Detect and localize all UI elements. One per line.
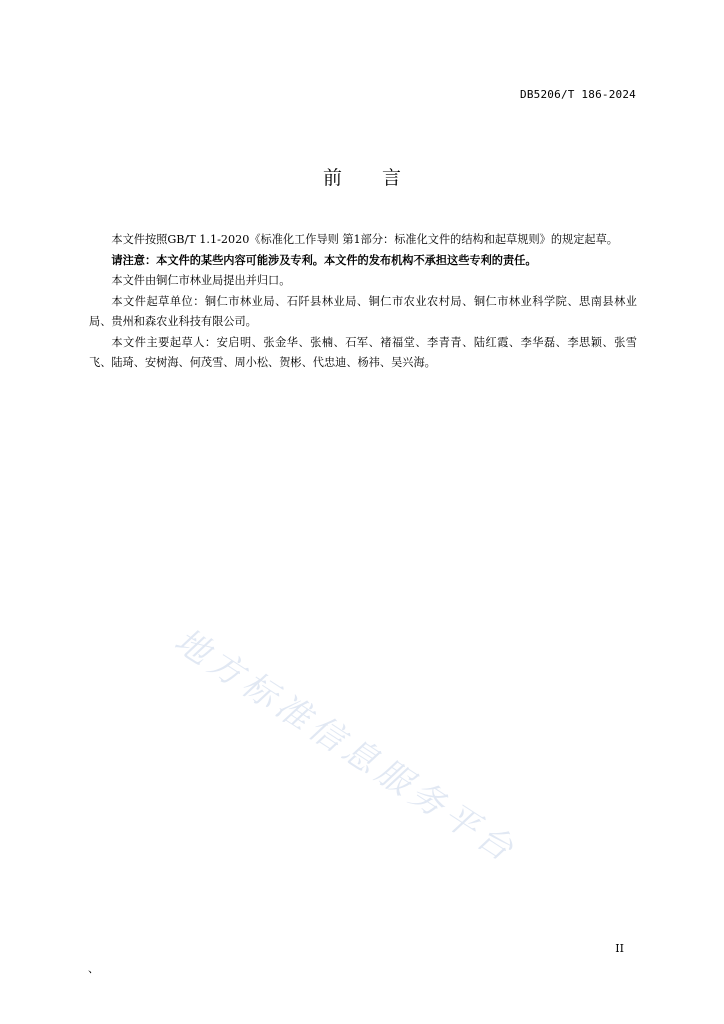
paragraph-patent-notice: 请注意：本文件的某些内容可能涉及专利。本文件的发布机构不承担这些专利的责任。	[111, 253, 537, 267]
document-code: DB5206/T 186-2024	[520, 88, 636, 101]
title-char-1: 前	[322, 167, 342, 189]
paragraph-drafting-units: 本文件起草单位：铜仁市林业局、石阡县林业局、铜仁市农业农村局、铜仁市林业科学院、思南县林业局、贵州和森农业科技有限公司。	[89, 294, 637, 328]
page-number: II	[615, 942, 624, 955]
watermark: 地方标准信息服务平台	[167, 620, 525, 873]
foreword-body	[89, 230, 637, 374]
title-char-2: 言	[382, 167, 402, 189]
paragraph-proposer: 本文件由铜仁市林业局提出并归口。	[111, 274, 291, 287]
stray-mark: 、	[88, 962, 99, 975]
section-title	[0, 163, 724, 190]
paragraph-drafting-rules: 本文件按照GB/T 1.1-2020《标准化工作导则 第1部分：标准化文件的结构和起草规则》的规定起草。	[111, 233, 618, 246]
paragraph-drafters: 本文件主要起草人：安启明、张金华、张楠、石军、褚福堂、李青青、陆红霞、李华磊、李思颖、张雪飞、陆琦、安树海、何茂雪、周小松、贺彬、代忠迪、杨祎、吴兴海。	[89, 335, 637, 369]
